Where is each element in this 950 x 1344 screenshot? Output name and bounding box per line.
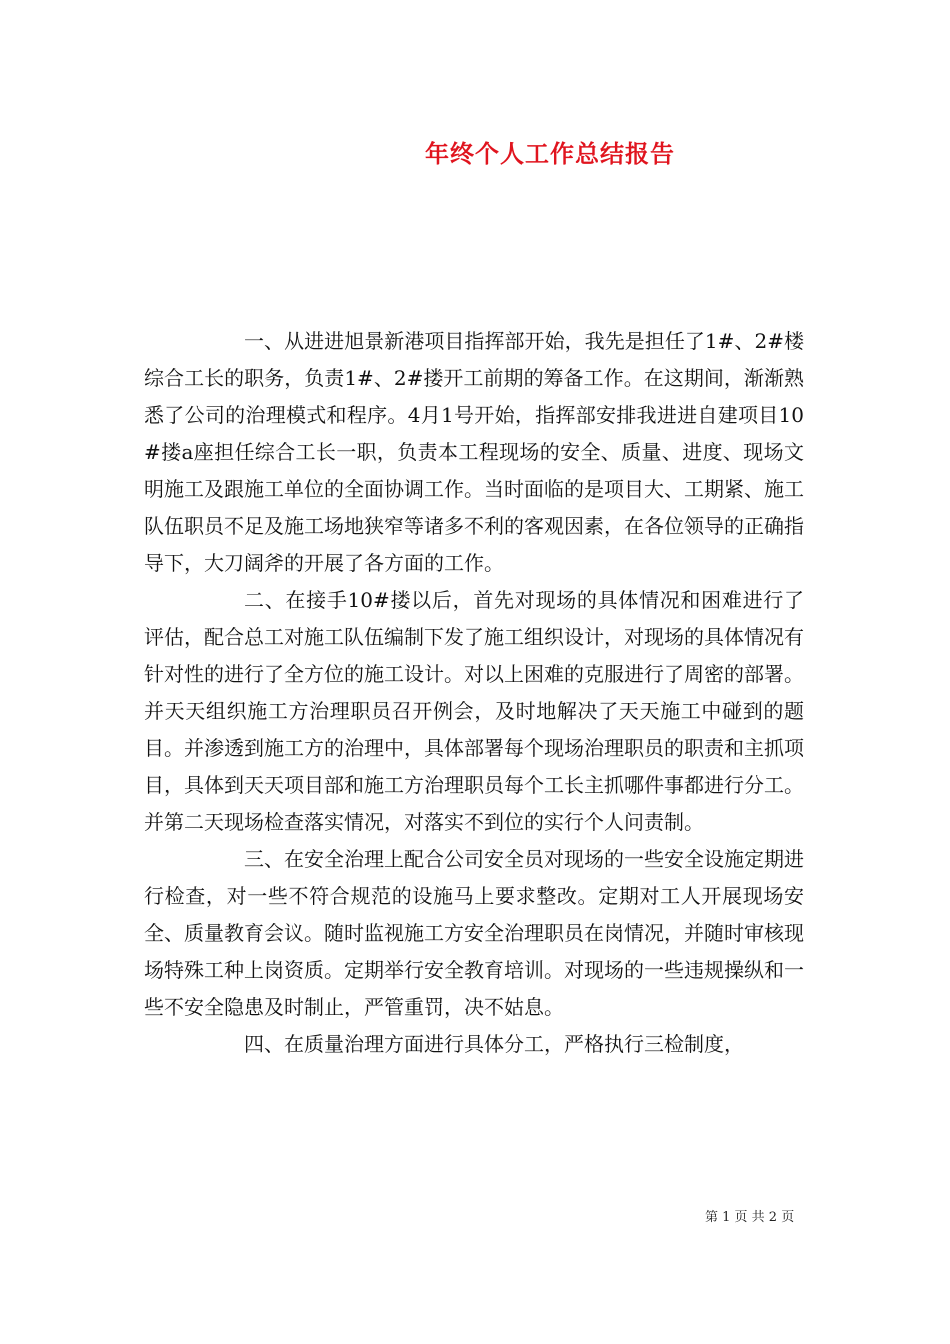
page-footer: 第 1 页 共 2 页 xyxy=(705,1210,795,1225)
document-body xyxy=(144,323,804,1063)
page-title: 年终个人工作总结报告 xyxy=(425,139,675,168)
paragraph-1: 一、从进进旭景新港项目指挥部开始，我先是担任了1#、2#楼综合工长的职务，负责1#、2#搂开工前期的筹备工作。在这期间，渐渐熟悉了公司的治理模式和程序。4月1号开始，指挥部安排我进进自建项目10#搂a座担任综合工长一职，负责本工程现场的安全、质量、进度、现场文明施工及跟施工单位的全面协调工作。当时面临的是项目大、工期紧、施工队伍职员不足及施工场地狭窄等诸多不利的客观因素，在各位领导的正确指导下，大刀阔斧的开展了各方面的工作。 xyxy=(144,329,804,575)
paragraph-2: 二、在接手10#搂以后，首先对现场的具体情况和困难进行了评估，配合总工对施工队伍编制下发了施工组织设计，对现场的具体情况有针对性的进行了全方位的施工设计。对以上困难的克服进行了周密的部署。并天天组织施工方治理职员召开例会，及时地解决了天天施工中碰到的题目。并渗透到施工方的治理中，具体部署每个现场治理职员的职责和主抓项目，具体到天天项目部和施工方治理职员每个工长主抓哪件事都进行分工。并第二天现场检查落实情况，对落实不到位的实行个人问责制。 xyxy=(144,588,804,834)
paragraph-3: 三、在安全治理上配合公司安全员对现场的一些安全设施定期进行检查，对一些不符合规范的设施马上要求整改。定期对工人开展现场安全、质量教育会议。随时监视施工方安全治理职员在岗情况，并随时审核现场特殊工种上岗资质。定期举行安全教育培训。对现场的一些违规操纵和一些不安全隐患及时制止，严管重罚，决不姑息。 xyxy=(144,847,804,1019)
paragraph-4: 四、在质量治理方面进行具体分工，严格执行三检制度， xyxy=(244,1032,744,1056)
